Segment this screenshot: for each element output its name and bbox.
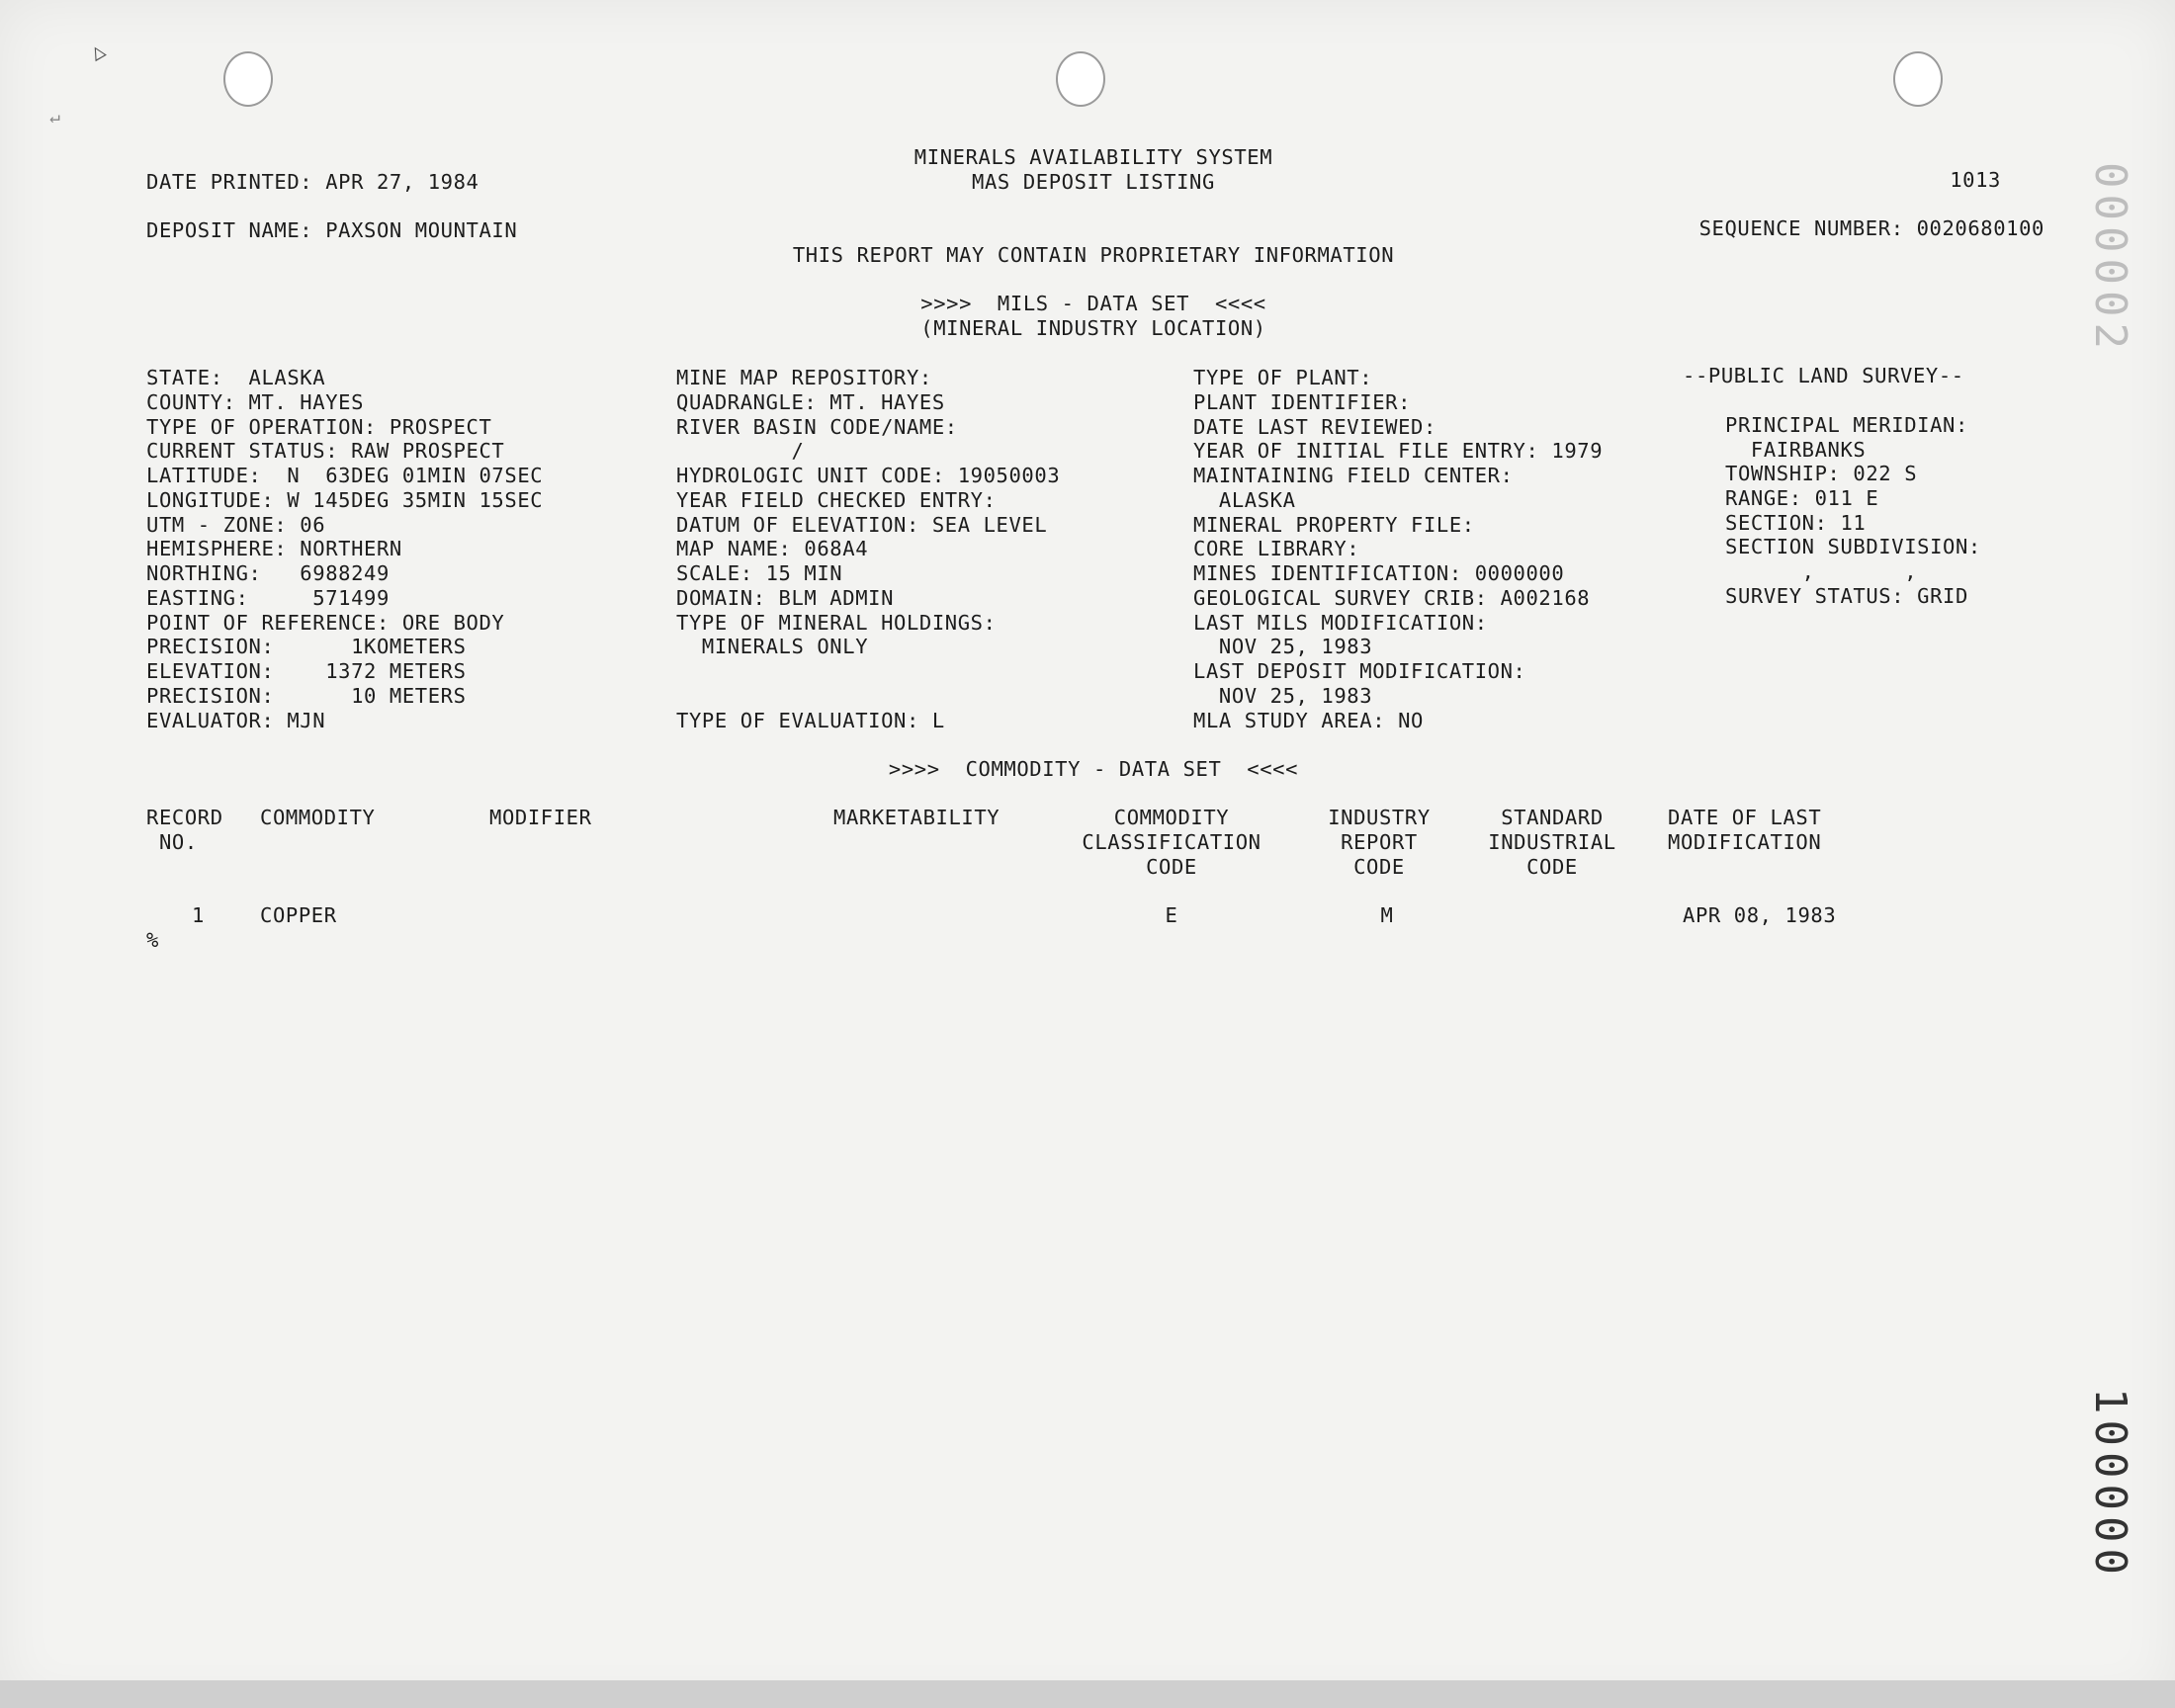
field-line: LAST MILS MODIFICATION:	[1193, 611, 1488, 635]
field-line: LATITUDE: N 63DEG 01MIN 07SEC	[146, 464, 544, 487]
field-line: LAST DEPOSIT MODIFICATION:	[1193, 659, 1526, 683]
field-line: FAIRBANKS	[1725, 438, 1867, 462]
field-line: MAP NAME: 068A4	[676, 537, 869, 560]
field-line: ALASKA	[1193, 488, 1296, 512]
field-line: COUNTY: MT. HAYES	[146, 390, 365, 414]
col-record: RECORD	[146, 806, 223, 829]
field-line: GEOLOGICAL SURVEY CRIB: A002168	[1193, 586, 1591, 610]
col-commodity: COMMODITY	[260, 806, 376, 829]
end-mark: %	[146, 928, 159, 952]
field-line: PRECISION: 1KOMETERS	[146, 635, 467, 658]
field-line: NORTHING: 6988249	[146, 561, 390, 585]
row-classification: E	[1165, 903, 1178, 927]
field-line: RANGE: 011 E	[1725, 486, 1879, 510]
field-line: DOMAIN: BLM ADMIN	[676, 586, 895, 610]
mils-heading: >>>> MILS - DATA SET <<<<	[920, 292, 1266, 315]
field-line: MINES IDENTIFICATION: 0000000	[1193, 561, 1565, 585]
margin-stamp-faint: 000002	[2085, 162, 2135, 355]
field-line: POINT OF REFERENCE: ORE BODY	[146, 611, 505, 635]
field-line: SECTION SUBDIVISION:	[1725, 535, 1981, 558]
field-line: PRINCIPAL MERIDIAN:	[1725, 413, 1968, 437]
col-classification: CODE	[1146, 855, 1197, 879]
scan-border	[0, 1680, 2175, 1708]
row-date: APR 08, 1983	[1683, 903, 1837, 927]
field-line: TYPE OF PLANT:	[1193, 366, 1373, 389]
deposit-name: DEPOSIT NAME: PAXSON MOUNTAIN	[146, 218, 518, 242]
field-line: LONGITUDE: W 145DEG 35MIN 15SEC	[146, 488, 544, 512]
sequence-number: SEQUENCE NUMBER: 0020680100	[1698, 216, 2044, 240]
field-line: NOV 25, 1983	[1193, 635, 1373, 658]
punch-hole-center	[1056, 51, 1105, 107]
field-line: DATE LAST REVIEWED:	[1193, 415, 1436, 439]
field-line: MAINTAINING FIELD CENTER:	[1193, 464, 1514, 487]
col-industry: INDUSTRY	[1328, 806, 1431, 829]
field-line: YEAR FIELD CHECKED ENTRY:	[676, 488, 997, 512]
field-line: UTM - ZONE: 06	[146, 513, 326, 537]
field-line: PLANT IDENTIFIER:	[1193, 390, 1412, 414]
field-line: SCALE: 15 MIN	[676, 561, 843, 585]
row-record: 1	[192, 903, 205, 927]
col-record: NO.	[146, 830, 198, 854]
field-line: TYPE OF MINERAL HOLDINGS:	[676, 611, 997, 635]
page-number: 1013	[1950, 168, 2001, 192]
field-line: QUADRANGLE: MT. HAYES	[676, 390, 945, 414]
field-line: DATUM OF ELEVATION: SEA LEVEL	[676, 513, 1048, 537]
field-line: SURVEY STATUS: GRID	[1725, 584, 1968, 608]
col-date: DATE OF LAST	[1668, 806, 1822, 829]
col-classification: COMMODITY	[1113, 806, 1230, 829]
corner-mark: △	[85, 38, 110, 66]
row-industry: M	[1380, 903, 1394, 927]
field-line: MINE MAP REPOSITORY:	[676, 366, 932, 389]
field-line: --PUBLIC LAND SURVEY--	[1683, 364, 1964, 387]
field-line: STATE: ALASKA	[146, 366, 326, 389]
proprietary-notice: THIS REPORT MAY CONTAIN PROPRIETARY INFORMATION	[792, 243, 1395, 267]
punch-hole-right	[1893, 51, 1943, 107]
col-standard: STANDARD	[1501, 806, 1604, 829]
field-line: TYPE OF EVALUATION: L	[676, 709, 945, 732]
listing-title: MAS DEPOSIT LISTING	[972, 170, 1215, 194]
margin-stamp-bottom: 100000	[2085, 1388, 2135, 1580]
col-marketability: MARKETABILITY	[833, 806, 1000, 829]
col-industry: REPORT	[1341, 830, 1418, 854]
field-line: CURRENT STATUS: RAW PROSPECT	[146, 439, 505, 463]
edge-mark: ↵	[49, 107, 60, 128]
col-classification: CLASSIFICATION	[1082, 830, 1262, 854]
system-title: MINERALS AVAILABILITY SYSTEM	[914, 145, 1273, 169]
field-line: TOWNSHIP: 022 S	[1725, 462, 1918, 485]
col-industry: CODE	[1353, 855, 1405, 879]
field-line: EVALUATOR: MJN	[146, 709, 326, 732]
field-line: TYPE OF OPERATION: PROSPECT	[146, 415, 492, 439]
commodity-heading: >>>> COMMODITY - DATA SET <<<<	[888, 757, 1299, 781]
punch-hole-left	[223, 51, 273, 107]
field-line: ELEVATION: 1372 METERS	[146, 659, 467, 683]
field-line: RIVER BASIN CODE/NAME:	[676, 415, 958, 439]
date-printed: DATE PRINTED: APR 27, 1984	[146, 170, 479, 194]
col-standard: INDUSTRIAL	[1488, 830, 1616, 854]
field-line: , ,	[1725, 559, 1918, 583]
field-line: SECTION: 11	[1725, 511, 1867, 535]
field-line: MINERAL PROPERTY FILE:	[1193, 513, 1475, 537]
field-line: /	[676, 439, 805, 463]
col-modifier: MODIFIER	[489, 806, 592, 829]
col-date: MODIFICATION	[1668, 830, 1822, 854]
field-line: HYDROLOGIC UNIT CODE: 19050003	[676, 464, 1061, 487]
field-line: HEMISPHERE: NORTHERN	[146, 537, 402, 560]
row-commodity: COPPER	[260, 903, 337, 927]
mils-subheading: (MINERAL INDUSTRY LOCATION)	[920, 316, 1266, 340]
field-line: MINERALS ONLY	[676, 635, 869, 658]
field-line: MLA STUDY AREA: NO	[1193, 709, 1424, 732]
col-standard: CODE	[1526, 855, 1578, 879]
field-line: CORE LIBRARY:	[1193, 537, 1360, 560]
field-line: PRECISION: 10 METERS	[146, 684, 467, 708]
field-line: NOV 25, 1983	[1193, 684, 1373, 708]
field-line: EASTING: 571499	[146, 586, 390, 610]
field-line: YEAR OF INITIAL FILE ENTRY: 1979	[1193, 439, 1604, 463]
